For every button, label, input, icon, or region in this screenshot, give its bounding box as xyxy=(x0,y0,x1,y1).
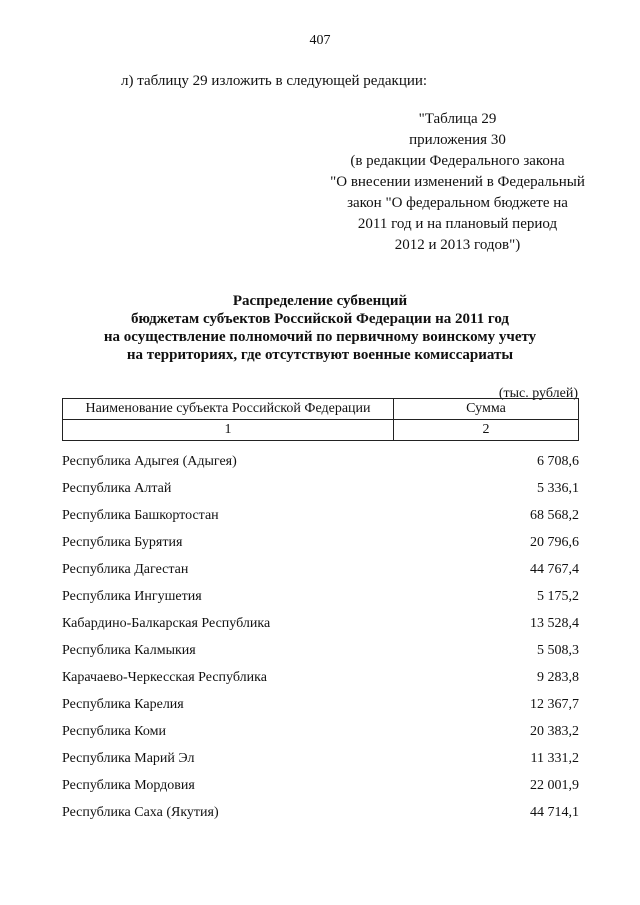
table-row xyxy=(62,610,579,637)
table-row xyxy=(62,772,579,799)
table-row xyxy=(62,691,579,718)
region-name: Республика Марий Эл xyxy=(62,750,195,766)
heading-line: на осуществление полномочий по первичному воинскому учету xyxy=(103,329,537,345)
note-line: "О внесении изменений в Федеральный xyxy=(330,174,585,190)
table-row xyxy=(62,745,579,772)
region-name: Республика Алтай xyxy=(62,480,172,496)
table-row xyxy=(62,637,579,664)
region-name: Республика Адыгея (Адыгея) xyxy=(62,453,237,469)
table-heading xyxy=(60,292,580,364)
note-line: (в редакции Федерального закона xyxy=(350,153,565,169)
table-row xyxy=(62,502,579,529)
amount: 5 175,2 xyxy=(537,588,579,604)
region-name: Республика Бурятия xyxy=(62,534,183,550)
table-row xyxy=(62,556,579,583)
note-line: закон "О федеральном бюджете на xyxy=(347,195,568,211)
region-name: Кабардино-Балкарская Республика xyxy=(62,615,271,631)
table-row xyxy=(62,583,579,610)
note-line: 2011 год и на плановый период xyxy=(357,216,558,232)
region-name: Республика Ингушетия xyxy=(62,588,202,604)
amount: 5 336,1 xyxy=(537,480,579,496)
heading-line: Распределение субвенций xyxy=(232,293,408,309)
table-note xyxy=(290,109,625,256)
amount: 44 767,4 xyxy=(530,561,579,577)
table-row xyxy=(62,475,579,502)
amount: 20 796,6 xyxy=(530,534,579,550)
region-name: Республика Карелия xyxy=(62,696,184,712)
table-row xyxy=(62,448,579,475)
region-name: Республика Мордовия xyxy=(62,777,195,793)
region-name: Республика Калмыкия xyxy=(62,642,196,658)
amount: 9 283,8 xyxy=(537,669,579,685)
page-number: 407 xyxy=(309,33,331,48)
intro-text: л) таблицу 29 изложить в следующей редакции: xyxy=(121,73,428,89)
heading-line: на территориях, где отсутствуют военные комиссариаты xyxy=(126,347,514,363)
note-line: 2012 и 2013 годов") xyxy=(394,237,521,253)
header-sum: Сумма xyxy=(394,399,579,420)
region-name: Карачаево-Черкесская Республика xyxy=(62,669,267,685)
amount: 44 714,1 xyxy=(530,804,579,820)
region-name: Республика Башкортостан xyxy=(62,507,219,523)
table-row xyxy=(62,799,579,826)
header-name: Наименование субъекта Российской Федерации xyxy=(63,399,394,420)
amount: 68 568,2 xyxy=(530,507,579,523)
region-name: Республика Дагестан xyxy=(62,561,189,577)
amount: 6 708,6 xyxy=(537,453,579,469)
table-body xyxy=(62,448,579,826)
amount: 5 508,3 xyxy=(537,642,579,658)
table-row xyxy=(62,529,579,556)
column-number-row xyxy=(63,420,579,441)
note-line: "Таблица 29 xyxy=(418,111,497,127)
amount: 12 367,7 xyxy=(530,696,579,712)
region-name: Республика Коми xyxy=(62,723,166,739)
amount: 20 383,2 xyxy=(530,723,579,739)
amount: 22 001,9 xyxy=(530,777,579,793)
region-name: Республика Саха (Якутия) xyxy=(62,804,219,820)
amount: 11 331,2 xyxy=(530,750,579,766)
header-row xyxy=(63,399,579,420)
column-number-2: 2 xyxy=(394,420,579,441)
table-row xyxy=(62,664,579,691)
amount: 13 528,4 xyxy=(530,615,579,631)
units-label: (тыс. рублей) xyxy=(498,386,578,401)
table-row xyxy=(62,718,579,745)
column-number-1: 1 xyxy=(63,420,394,441)
heading-line: бюджетам субъектов Российской Федерации на 2011 год xyxy=(130,311,510,327)
note-line: приложения 30 xyxy=(409,132,506,148)
table-header xyxy=(62,398,579,441)
